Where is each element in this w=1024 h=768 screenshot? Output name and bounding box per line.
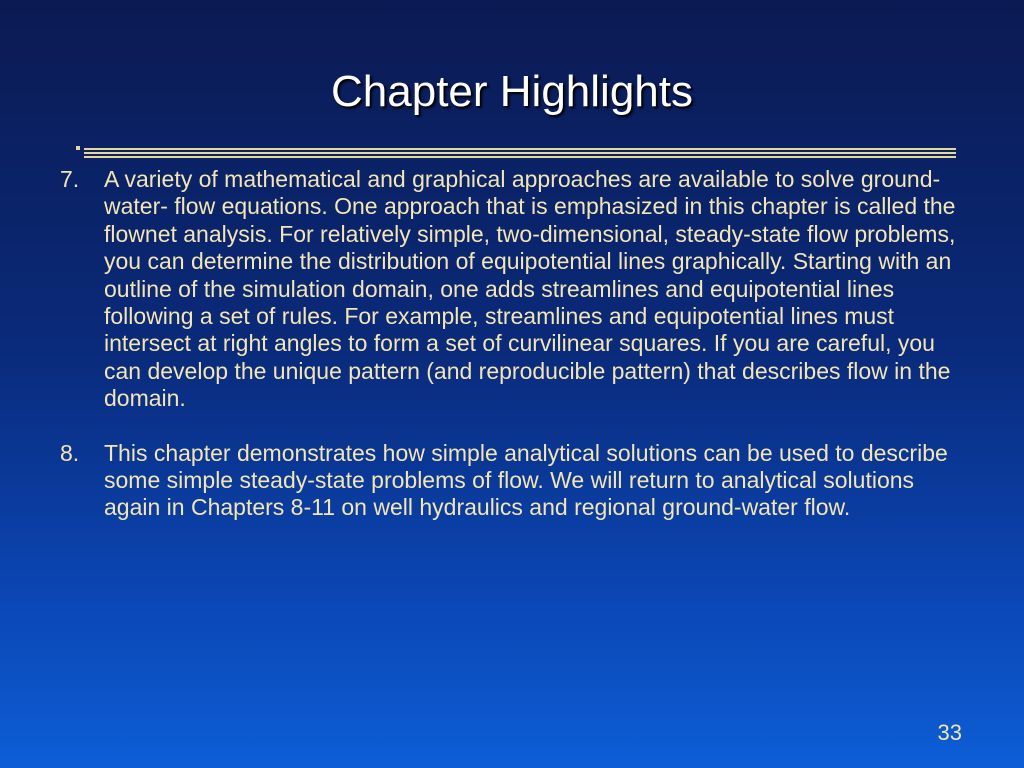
slide-title: Chapter Highlights <box>331 67 693 116</box>
title-rule-middle <box>84 152 956 154</box>
highlight-item-8 <box>60 440 972 522</box>
title-rule-bottom <box>84 156 956 158</box>
page-number: 33 <box>937 720 962 745</box>
item-text: A variety of mathematical and graphical approaches are available to solve ground-water- flow equations. One approach that is emphasized in this chapter is called the flownet analysis. For relatively simple, two-dimensional, steady-state flow problems, you can determine the distribution of equipotential lines graphically. Starting with an outline of the simulation domain, one adds streamlines and equipotential lines following a set of rules. For example, streamlines and equipotential lines must intersect at right angles to form a set of curvilinear squares. If you are careful, you can develop the unique pattern (and reproducible pattern) that describes flow in the domain. <box>104 166 956 412</box>
title-rule-tick <box>76 146 80 150</box>
item-number: 7. <box>60 166 80 192</box>
item-text: This chapter demonstrates how simple analytical solutions can be used to describe some simple steady-state problems of flow. We will return to analytical solutions again in Chapters 8-11 on well hydraulics and regional ground-water flow. <box>104 439 948 521</box>
item-number: 8. <box>60 439 80 466</box>
highlight-list <box>60 166 972 549</box>
highlight-item-7 <box>60 166 972 413</box>
title-rule-top <box>84 148 956 150</box>
